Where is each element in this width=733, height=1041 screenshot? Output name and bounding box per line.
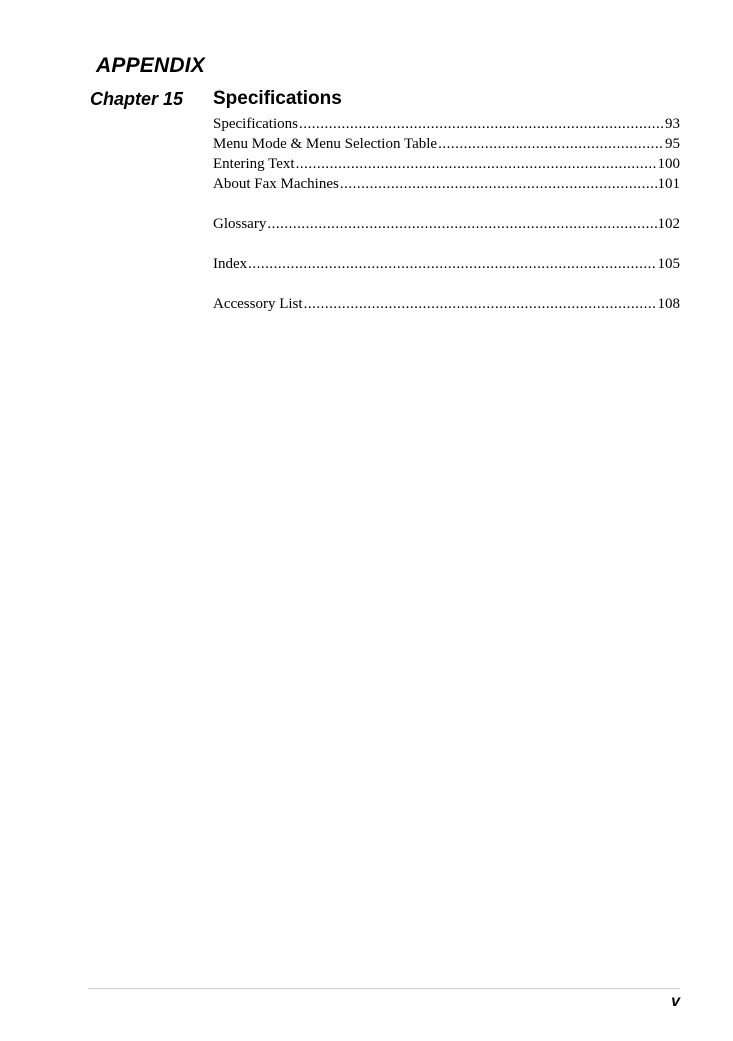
dot-leader (438, 134, 664, 154)
toc-entry-title: Specifications (213, 116, 298, 132)
toc-entry-glossary[interactable] (213, 214, 680, 234)
footer-divider (88, 988, 680, 989)
toc-entry-page: 100 (657, 156, 680, 172)
toc-entry-title: About Fax Machines (213, 176, 339, 192)
toc-entry-title: Accessory List (213, 296, 303, 312)
dot-leader (304, 294, 657, 314)
dot-leader (267, 214, 656, 234)
dot-leader (248, 254, 656, 274)
toc-entry-specifications[interactable] (213, 114, 680, 134)
dot-leader (299, 114, 664, 134)
toc-entry-title: Menu Mode & Menu Selection Table (213, 136, 438, 152)
toc-entry-title: Index (213, 256, 248, 272)
section-heading: APPENDIX (96, 54, 205, 77)
dot-leader (340, 174, 657, 194)
toc-entry-page: 102 (657, 216, 680, 232)
toc-entry-page: 108 (657, 296, 680, 312)
toc-entry-page: 101 (657, 176, 680, 192)
toc-entry-page: 93 (665, 116, 680, 132)
toc-entry-title: Entering Text (213, 156, 295, 172)
toc-entry-page: 105 (657, 256, 680, 272)
table-of-contents (213, 114, 680, 314)
page-number: v (671, 993, 680, 1010)
toc-entry-about-fax-machines[interactable] (213, 174, 680, 194)
toc-entry-title: Glossary (213, 216, 267, 232)
dot-leader (296, 154, 657, 174)
toc-entry-index[interactable] (213, 254, 680, 274)
chapter-title: Specifications (213, 88, 342, 109)
toc-entry-accessory-list[interactable] (213, 294, 680, 314)
toc-entry-menu-mode[interactable] (213, 134, 680, 154)
toc-entry-page: 95 (665, 136, 680, 152)
chapter-label: Chapter 15 (90, 89, 184, 109)
toc-entry-entering-text[interactable] (213, 154, 680, 174)
